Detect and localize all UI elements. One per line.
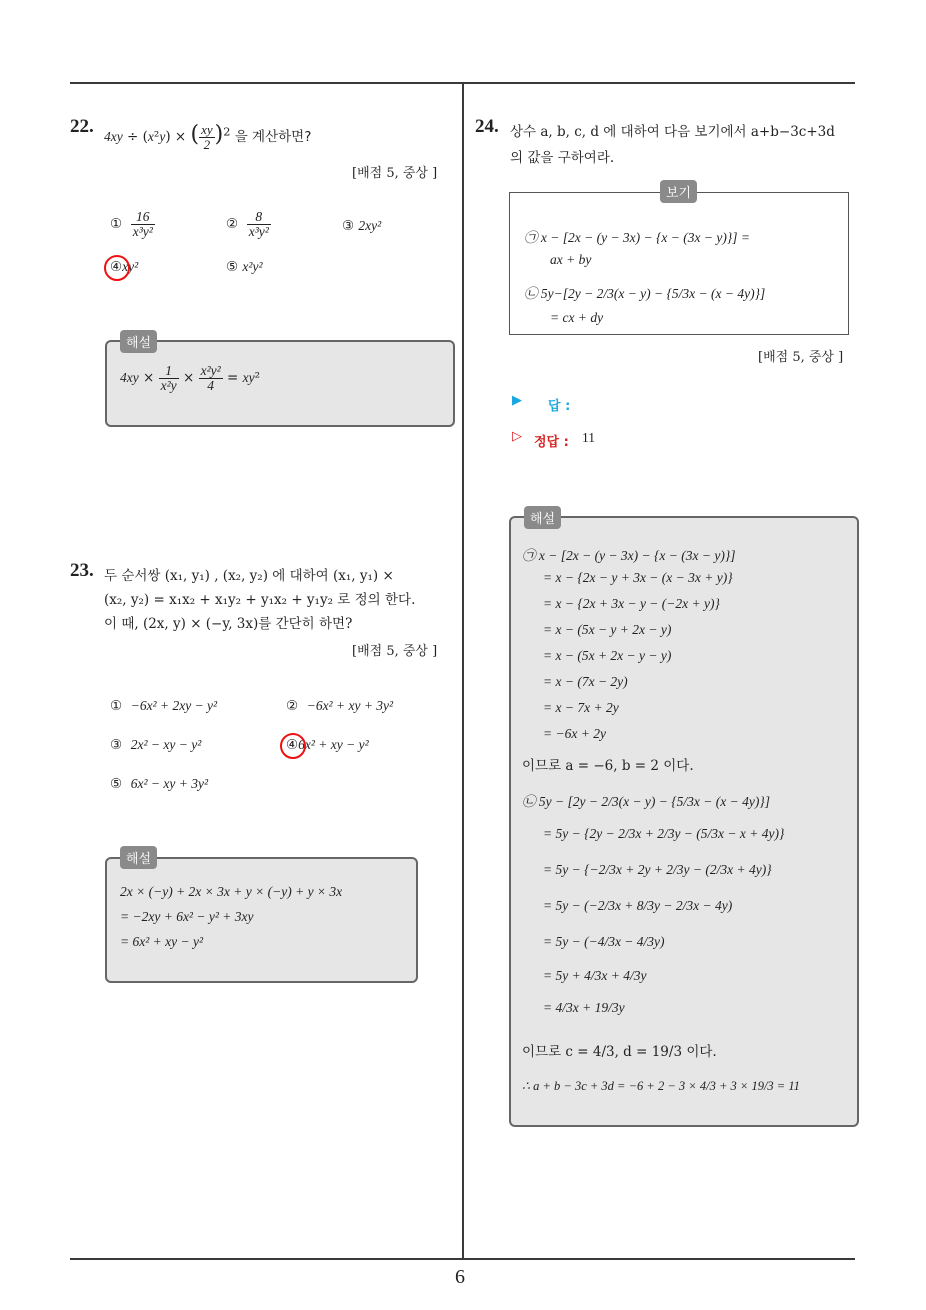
q24-solution-line: = x − (5x + 2x − y − y) (543, 648, 672, 663)
q24-line2: 의 값을 구하여라. (510, 150, 615, 166)
q22-choice-1[interactable]: ① $\frac{16}{\text{x³y²}}$ (110, 209, 153, 240)
q24-solution-line: = −6x + 2y (543, 726, 606, 741)
q23-choice-5[interactable]: ⑤ 6x² − xy + 3y² (110, 776, 208, 792)
answer-arrow-icon: ▶ (512, 393, 522, 408)
q24-solution-line: = 5y − {2y − 2/3x + 2/3y − (5/3x − x + 4y)} (543, 826, 785, 841)
column-divider (462, 83, 464, 1259)
q24-solution-tag: 해설 (524, 506, 561, 529)
q23-choice-3[interactable]: ③ 2x² − xy − y² (110, 737, 202, 753)
q24-solution-line: ㉠ x − [2x − (y − 3x) − {x − (3x − y)}] (522, 548, 736, 563)
q23-answer-circle (280, 733, 306, 759)
q22-choice-4[interactable]: ④xy² (110, 259, 139, 275)
q24-answer-label: 답 : (548, 399, 571, 414)
q22-answer-circle (104, 255, 130, 281)
correct-arrow-icon: ▷ (512, 429, 522, 444)
page-number: 6 (455, 1266, 465, 1288)
q24-example-line: ㉡ 5y−[2y − 2/3(x − y) − {5/3x − (x − 4y)}] (524, 286, 766, 301)
q24-solution-line: = x − (7x − 2y) (543, 674, 628, 689)
q23-solution-line: = 6x² + xy − y² (120, 934, 204, 949)
q24-solution-line: ㉡ 5y − [2y − 2/3(x − y) − {5/3x − (x − 4y)}] (522, 794, 771, 809)
q23-choice-1[interactable]: ① −6x² + 2xy − y² (110, 698, 218, 714)
q23-line2: (x₂, y₂) = x₁x₂ + x₁y₂ + y₁x₂ + y₁y₂ 로 정의 한다. (104, 592, 416, 608)
bottom-rule (70, 1258, 855, 1260)
q23-number: 23. (70, 560, 94, 581)
q22-choice-2[interactable]: ② $\frac{8}{\text{x³y²}}$ (226, 209, 269, 240)
q23-choice-4[interactable]: ④6x² + xy − y² (286, 737, 369, 753)
q24-solution-line: = 5y − {−2/3x + 2y + 2/3y − (2/3x + 4y)} (543, 862, 772, 877)
q23-solution-tag: 해설 (120, 846, 157, 869)
q22-solution: 4xy × $\frac{1}{\text{x²y}}$ × $\frac{\text{x²y²}}{4}$ = xy² (120, 363, 260, 394)
q22-prompt: 을 계산하면? (234, 129, 312, 145)
q24-solution-line: = 4/3x + 19/3y (543, 1000, 625, 1015)
q24-correct-label: 정답 : (534, 435, 569, 450)
q23-line3: 이 때, (2x, y) × (−y, 3x)를 간단히 하면? (104, 616, 353, 632)
q23-choice-2[interactable]: ② −6x² + xy + 3y² (286, 698, 394, 714)
q24-solution-line: 이므로 c = 4/3, d = 19/3 이다. (522, 1044, 717, 1060)
q24-solution-line: = x − {2x + 3x − y − (−2x + y)} (543, 596, 720, 611)
q22-choice-3[interactable]: ③ 2xy² (342, 218, 382, 234)
q24-score: [배점 5, 중상 ] (758, 350, 844, 365)
q22-score: [배점 5, 중상 ] (352, 166, 438, 181)
q24-solution-line: = 5y − (−2/3x + 8/3y − 2/3x − 4y) (543, 898, 733, 913)
q24-solution-line: = x − {2x − y + 3x − (x − 3x + y)} (543, 570, 733, 585)
q22-solution-tag: 해설 (120, 330, 157, 353)
q24-line1: 상수 a, b, c, d 에 대하여 다음 보기에서 a+b−3c+3d (510, 124, 835, 140)
q22-number: 22. (70, 116, 94, 137)
q24-example-line: ax + by (550, 252, 592, 267)
q24-solution-line: = x − 7x + 2y (543, 700, 619, 715)
q23-line1: 두 순서쌍 (x₁, y₁) , (x₂, y₂) 에 대하여 (x₁, y₁) × (104, 568, 394, 584)
q23-solution-line: 2x × (−y) + 2x × 3x + y × (−y) + y × 3x (120, 884, 343, 899)
q22-choice-5[interactable]: ⑤ x²y² (226, 259, 263, 275)
q22-expression: 4xy ÷ (x²y) × ( $\frac{xy}{2}$ )$^2$ 을 계산하면? (104, 122, 312, 152)
q24-solution-line: ∴ a + b − 3c + 3d = −6 + 2 − 3 × 4/3 + 3 × 19/3 = 11 (522, 1079, 800, 1093)
q24-solution-line: 이므로 a = −6, b = 2 이다. (522, 758, 694, 774)
q24-example-line: = cx + dy (550, 310, 604, 325)
q24-solution-line: = 5y − (−4/3x − 4/3y) (543, 934, 665, 949)
q24-example-tag: 보기 (660, 180, 697, 203)
q24-correct-value: 11 (582, 430, 595, 445)
q24-solution-line: = 5y + 4/3x + 4/3y (543, 968, 647, 983)
q24-example-line: ㉠ x − [2x − (y − 3x) − {x − (3x − y)}] = (524, 230, 750, 245)
q24-solution-line: = x − (5x − y + 2x − y) (543, 622, 672, 637)
q23-score: [배점 5, 중상 ] (352, 644, 438, 659)
q23-solution-line: = −2xy + 6x² − y² + 3xy (120, 909, 254, 924)
q24-number: 24. (475, 116, 499, 137)
